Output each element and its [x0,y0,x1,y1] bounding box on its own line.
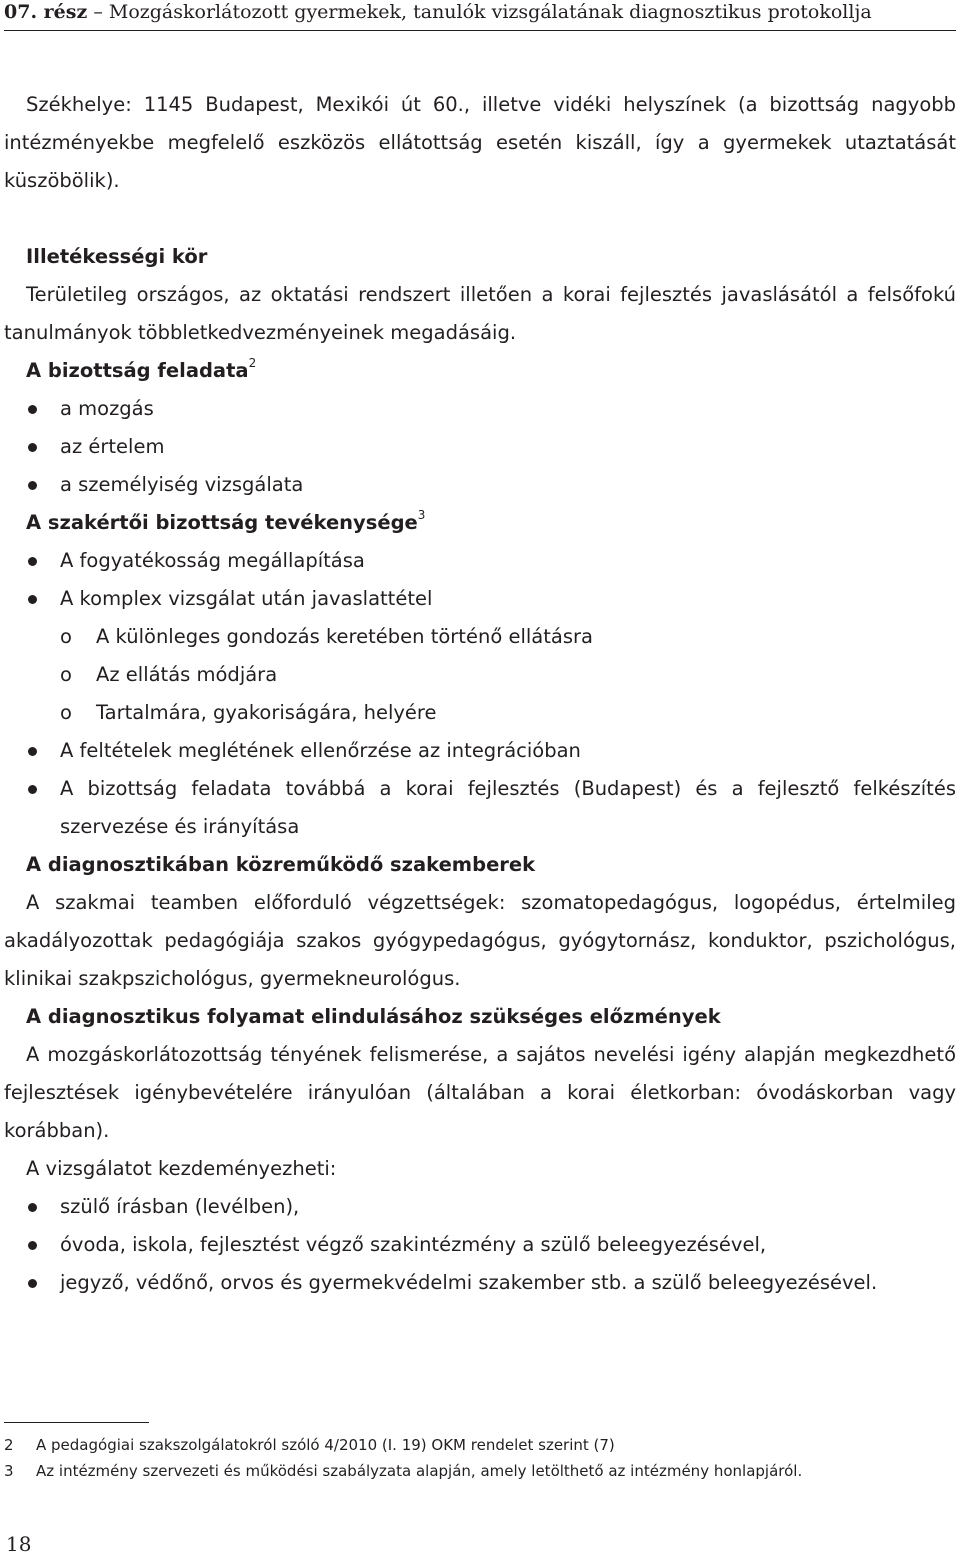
list-item: a mozgás [4,390,956,428]
list-item: A komplex vizsgálat után javaslattétel [4,580,956,618]
footnote-text: Az intézmény szervezeti és működési szabályzata alapján, amely letölthető az intézmény honlapjáról. [36,1462,803,1480]
task-heading-text: A bizottság feladata [26,359,249,382]
main-content [4,86,956,1302]
activity-heading [4,504,956,542]
sub-list-item: o Tartalmára, gyakoriságára, helyére [4,694,956,732]
sub-list-item: o Az ellátás módjára [4,656,956,694]
activity-list [4,542,956,846]
task-list [4,390,956,504]
list-item: a személyiség vizsgálata [4,466,956,504]
part-number: 07. rész [4,1,88,23]
list-item: A feltételek meglétének ellenőrzése az integrációban [4,732,956,770]
initiators-list [4,1188,956,1302]
list-item: szülő írásban (levélben), [4,1188,956,1226]
footnote-number: 3 [4,1462,14,1480]
page-number: 18 [6,1532,32,1556]
jurisdiction-paragraph: Területileg országos, az oktatási rendszert illetően a korai fejlesztés javaslásától a felsőfokú tanulmányok többletkedvezményeinek megadásáig. [4,283,956,344]
footnote-text: A pedagógiai szakszolgálatokról szóló 4/2010 (I. 19) OKM rendelet szerint (7) [36,1436,615,1454]
footnote-ref-3: 3 [417,508,426,522]
antecedents-heading: A diagnosztikus folyamat elindulásához szükséges előzmények [26,1005,721,1028]
footnote [4,1432,944,1458]
activity-heading-text: A szakértői bizottság tevékenysége [26,511,418,534]
footnote-ref-2: 2 [248,356,257,370]
header-separator: – [93,1,103,23]
initiators-label: A vizsgálatot kezdeményezheti: [26,1157,337,1180]
list-item: az értelem [4,428,956,466]
task-heading [4,352,956,390]
antecedents-paragraph: A mozgáskorlátozottság tényének felismerése, a sajátos nevelési igény alapján megkezdhető fejlesztések igénybevételére irányulóan (általában a korai életkorban: óvodáskorban vagy korábban). [4,1043,956,1142]
footnote-divider [4,1422,149,1423]
specialists-paragraph: A szakmai teamben előforduló végzettségek: szomatopedagógus, logopédus, értelmileg akadályozottak pedagógiája szakos gyógypedagógus, gyógytornász, konduktor, pszichológus, klinikai szakpszichológus, gyermekneurológus. [4,891,956,990]
list-item: jegyző, védőnő, orvos és gyermekvédelmi szakember stb. a szülő beleegyezésével. [4,1264,956,1302]
running-header [4,0,956,31]
list-item: A fogyatékosság megállapítása [4,542,956,580]
intro-paragraph: Székhelye: 1145 Budapest, Mexikói út 60., illetve vidéki helyszínek (a bizottság nagyobb intézményekbe megfelelő eszközös ellátottság esetén kiszáll, így a gyermekek utaztatását küszöbölik). [4,93,956,192]
footnotes [4,1432,944,1484]
jurisdiction-heading: Illetékességi kör [26,245,208,268]
list-item: óvoda, iskola, fejlesztést végző szakintézmény a szülő beleegyezésével, [4,1226,956,1264]
spacer [4,200,956,238]
footnote [4,1458,944,1484]
footnote-number: 2 [4,1436,14,1454]
list-item: A bizottság feladata továbbá a korai fejlesztés (Budapest) és a fejlesztő felkészítés szervezése és irányítása [4,770,956,846]
specialists-heading: A diagnosztikában közreműködő szakemberek [26,853,536,876]
sub-list-item: o A különleges gondozás keretében történő ellátásra [4,618,956,656]
header-title: Mozgáskorlátozott gyermekek, tanulók vizsgálatának diagnosztikus protokollja [108,1,872,23]
